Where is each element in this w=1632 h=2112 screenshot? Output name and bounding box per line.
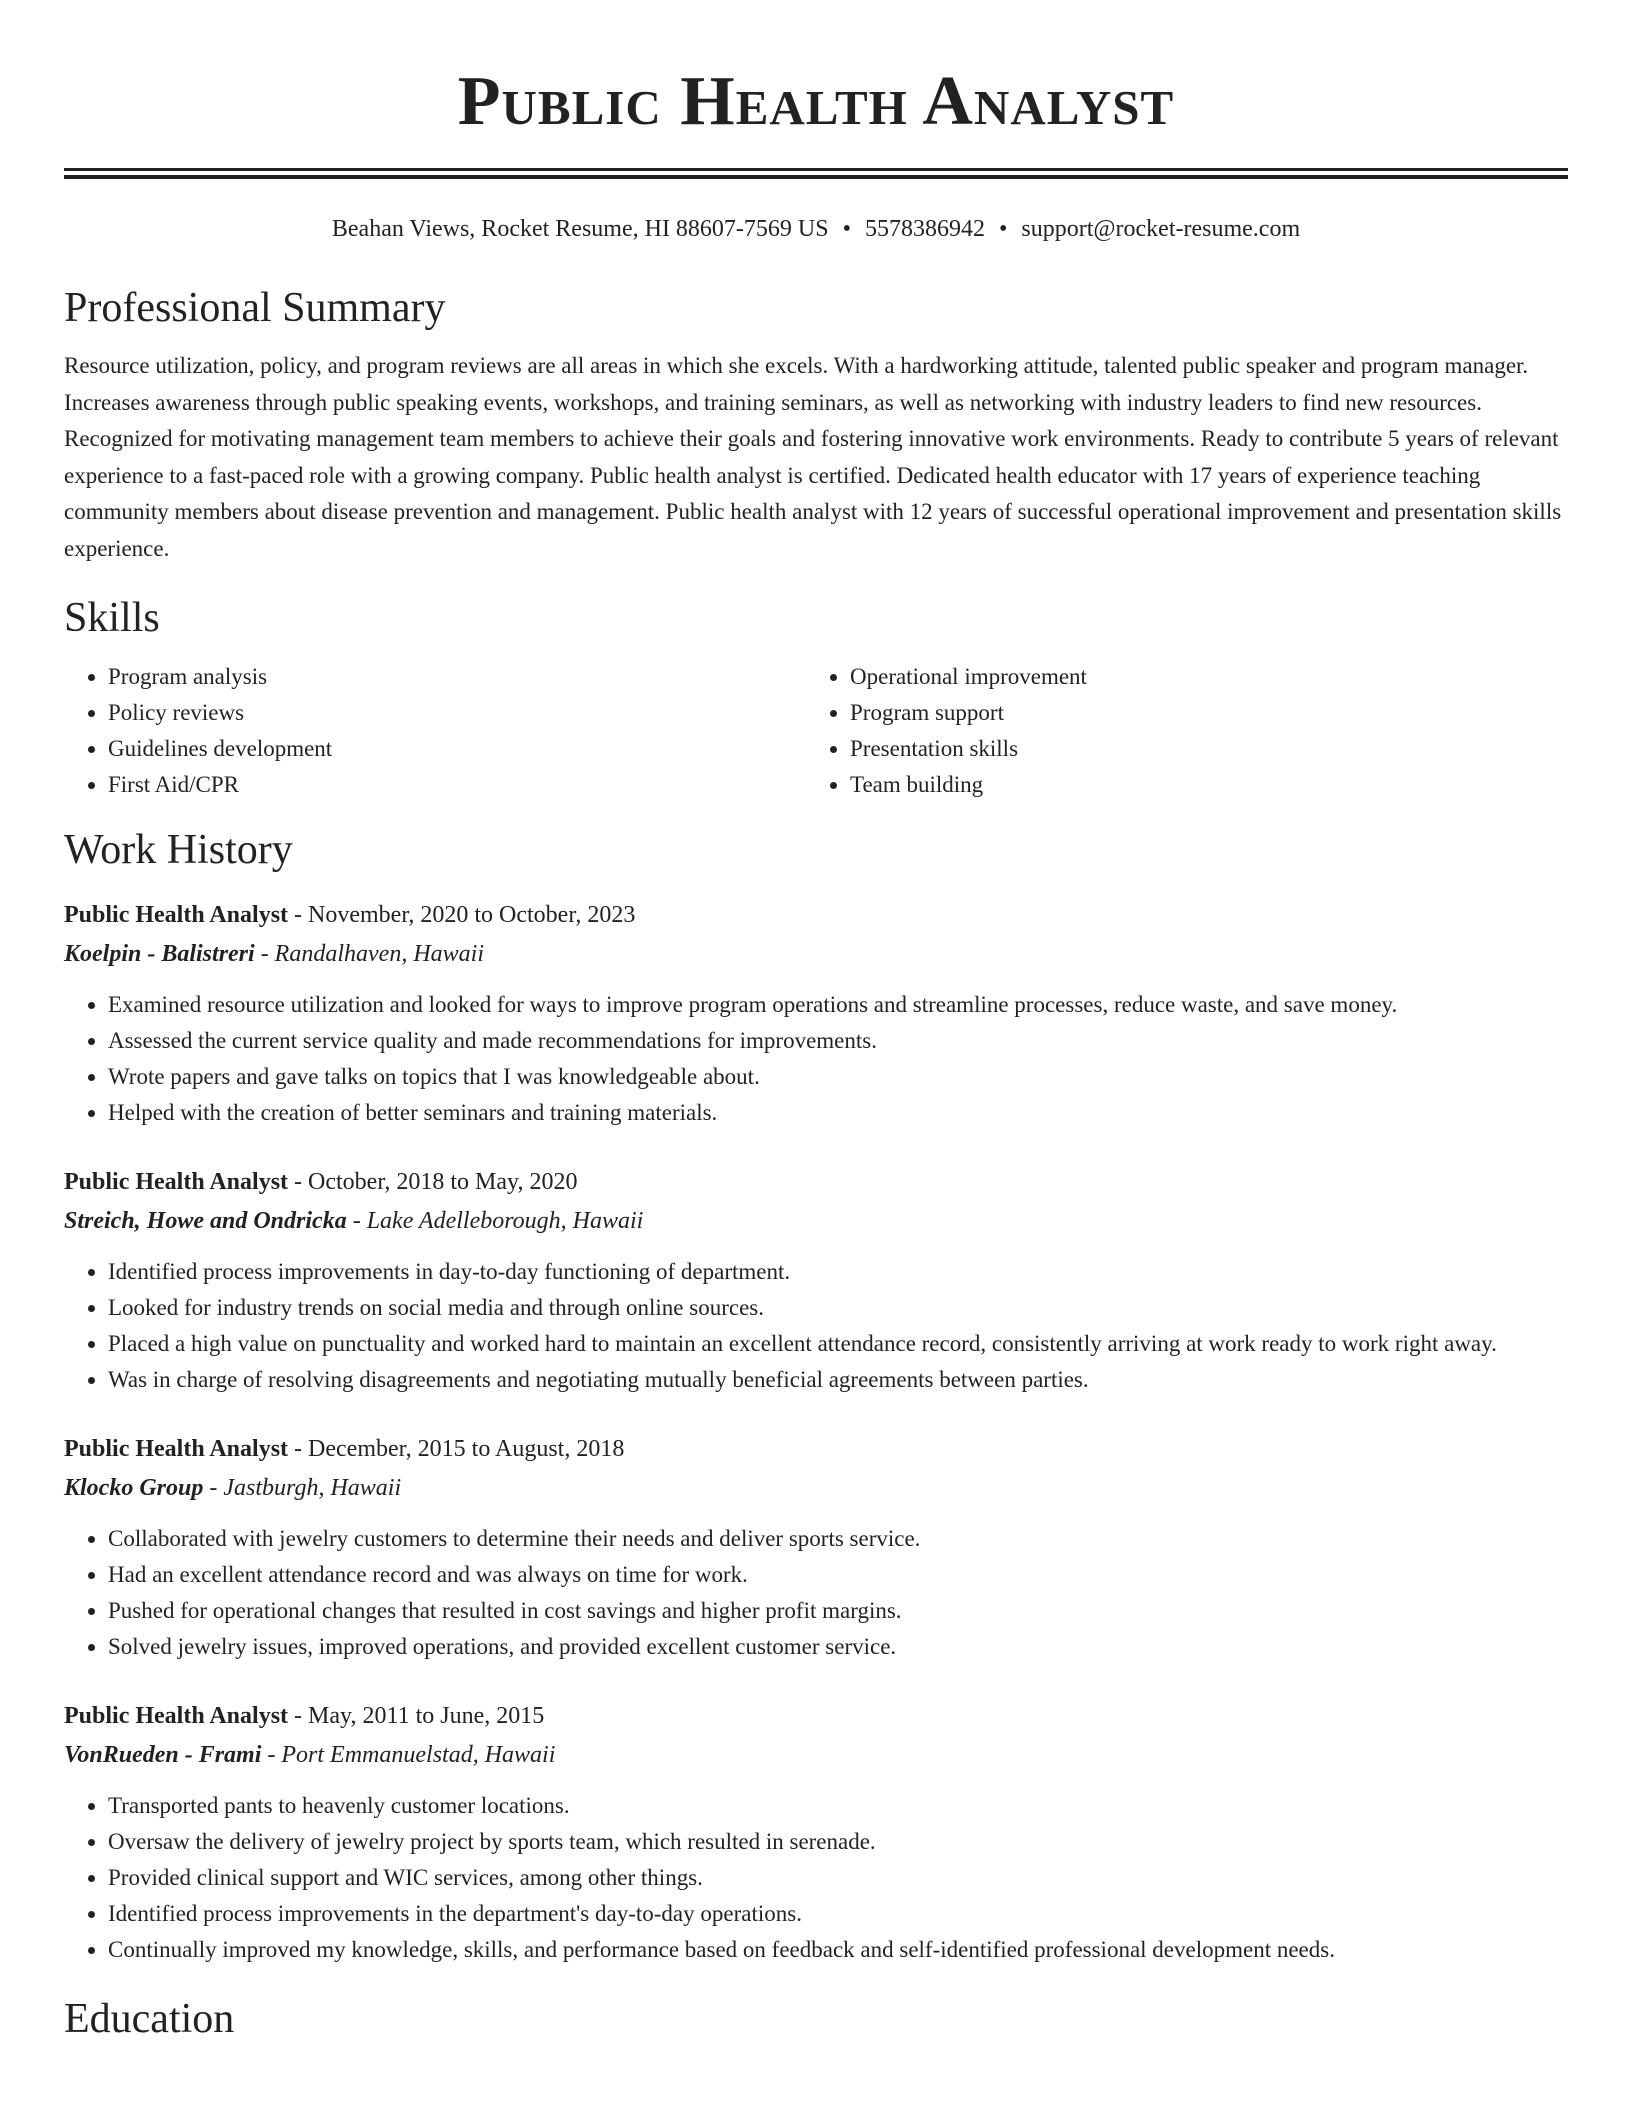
job-dates: - December, 2015 to August, 2018 xyxy=(288,1436,625,1462)
resume-title: Public Health Analyst xyxy=(457,63,1175,140)
job-entry xyxy=(64,1163,1568,1398)
job-header xyxy=(64,1697,1568,1735)
job-employer xyxy=(64,1735,1568,1775)
skill-item: • Program support xyxy=(850,695,1548,731)
skill-item: • Team building xyxy=(850,767,1548,803)
skills-heading: Skills xyxy=(64,595,160,641)
job-company: Koelpin - Balistreri xyxy=(64,941,255,967)
job-entry xyxy=(64,896,1568,1131)
job-duty: • Helped with the creation of better seminars and training materials. xyxy=(108,1095,1568,1131)
skill-item: • Program analysis xyxy=(108,659,806,695)
skills-list xyxy=(64,659,1568,803)
job-duty: • Transported pants to heavenly customer locations. xyxy=(108,1788,1568,1824)
job-dates: - May, 2011 to June, 2015 xyxy=(288,1703,545,1729)
job-company: Streich, Howe and Ondricka xyxy=(64,1208,347,1234)
job-employer xyxy=(64,1468,1568,1508)
skill-item: • Presentation skills xyxy=(850,731,1548,767)
contact-email: support@rocket-resume.com xyxy=(1021,216,1301,242)
summary-text: Resource utilization, policy, and program reviews are all areas in which she excels. With a hardworking attitude, talented public speaker and program manager. Increases awareness through public speaking events, workshops, and training seminars, as well as networking with industry leaders to find new resources. Recognized for motivating management team members to achieve their goals and fostering innovative work environments. Ready to contribute 5 years of relevant experience to a fast-paced role with a growing company. Public health analyst is certified. Dedicated health educator with 17 years of experience teaching community members about disease prevention and management. Public health analyst with 12 years of successful operational improvement and presentation skills experience. xyxy=(64,353,1562,561)
job-title: Public Health Analyst xyxy=(64,1703,289,1729)
job-company: Klocko Group xyxy=(64,1475,204,1501)
contact-address: Beahan Views, Rocket Resume, HI 88607-7569 US xyxy=(331,216,829,242)
skill-item: • Operational improvement xyxy=(850,659,1548,695)
skill-item: • Policy reviews xyxy=(108,695,806,731)
job-dates: - November, 2020 to October, 2023 xyxy=(288,902,636,928)
contact-separator: • xyxy=(842,216,852,242)
skills-column-right xyxy=(850,659,1548,803)
job-duties xyxy=(64,1521,1568,1665)
job-duty: • Examined resource utilization and looked for ways to improve program operations and streamline processes, reduce waste, and save money. xyxy=(108,987,1568,1023)
job-duty: • Looked for industry trends on social media and through online sources. xyxy=(108,1290,1568,1326)
job-header xyxy=(64,896,1568,934)
job-entry xyxy=(64,1430,1568,1665)
job-location: - Lake Adelleborough, Hawaii xyxy=(346,1208,644,1234)
job-duty: • Had an excellent attendance record and was always on time for work. xyxy=(108,1557,1568,1593)
job-duty: • Assessed the current service quality and made recommendations for improvements. xyxy=(108,1023,1568,1059)
job-duty: • Oversaw the delivery of jewelry project by sports team, which resulted in serenade. xyxy=(108,1824,1568,1860)
job-duties xyxy=(64,1254,1568,1398)
job-duty: • Provided clinical support and WIC services, among other things. xyxy=(108,1860,1568,1896)
job-header xyxy=(64,1163,1568,1201)
education-heading: Education xyxy=(64,1996,235,2042)
job-duty: • Collaborated with jewelry customers to determine their needs and deliver sports service. xyxy=(108,1521,1568,1557)
job-duty: • Was in charge of resolving disagreements and negotiating mutually beneficial agreements between parties. xyxy=(108,1362,1568,1398)
work-history-heading: Work History xyxy=(64,827,293,873)
job-company: VonRueden - Frami xyxy=(64,1742,262,1768)
job-location: - Randalhaven, Hawaii xyxy=(254,941,484,967)
job-duty: • Wrote papers and gave talks on topics that I was knowledgeable about. xyxy=(108,1059,1568,1095)
job-duty: • Pushed for operational changes that resulted in cost savings and higher profit margins. xyxy=(108,1593,1568,1629)
summary-heading: Professional Summary xyxy=(64,285,446,331)
title-divider xyxy=(64,168,1568,179)
job-duty: • Solved jewelry issues, improved operations, and provided excellent customer service. xyxy=(108,1629,1568,1665)
skill-item: • First Aid/CPR xyxy=(108,767,806,803)
job-duty: • Placed a high value on punctuality and worked hard to maintain an excellent attendance record, consistently arriving at work ready to work right away. xyxy=(108,1326,1568,1362)
job-duty: • Continually improved my knowledge, skills, and performance based on feedback and self-identified professional development needs. xyxy=(108,1932,1568,1968)
contact-separator: • xyxy=(999,216,1008,242)
job-entry xyxy=(64,1697,1568,1968)
job-title: Public Health Analyst xyxy=(64,1436,289,1462)
job-dates: - October, 2018 to May, 2020 xyxy=(288,1169,578,1195)
skills-column-left xyxy=(64,659,806,803)
contact-phone: 5578386942 xyxy=(865,216,986,242)
job-title: Public Health Analyst xyxy=(64,1169,289,1195)
job-employer xyxy=(64,934,1568,974)
job-employer xyxy=(64,1201,1568,1241)
job-location: - Port Emmanuelstad, Hawaii xyxy=(261,1742,556,1768)
contact-line xyxy=(64,213,1568,245)
skill-item: • Guidelines development xyxy=(108,731,806,767)
job-duties xyxy=(64,987,1568,1131)
job-header xyxy=(64,1430,1568,1468)
job-duties xyxy=(64,1788,1568,1968)
job-duty: • Identified process improvements in the department's day-to-day operations. xyxy=(108,1896,1568,1932)
job-title: Public Health Analyst xyxy=(64,902,289,928)
job-location: - Jastburgh, Hawaii xyxy=(203,1475,402,1501)
job-duty: • Identified process improvements in day-to-day functioning of department. xyxy=(108,1254,1568,1290)
